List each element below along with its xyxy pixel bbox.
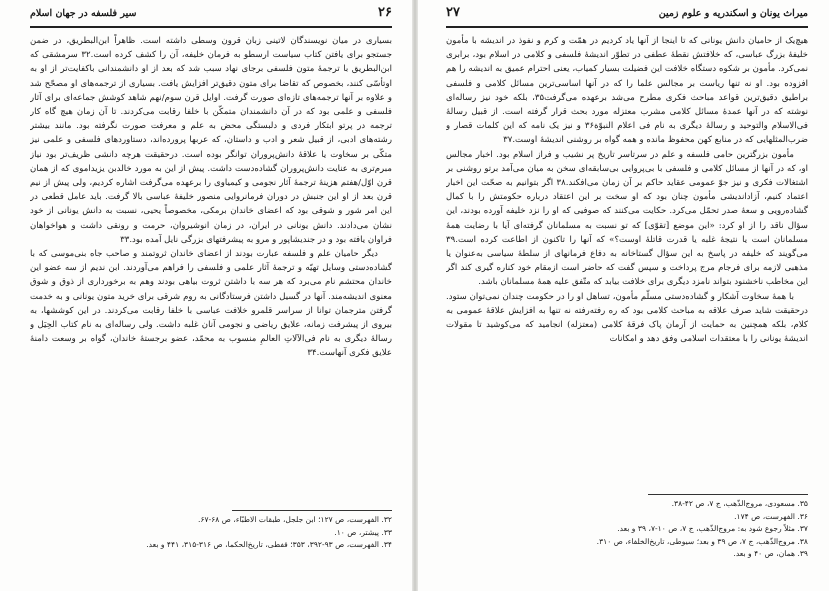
left-running-title: سیر فلسفه در جهان اسلام xyxy=(30,8,137,19)
left-footnotes xyxy=(30,514,392,580)
right-page-header xyxy=(446,7,808,25)
left-page-header xyxy=(30,7,392,25)
right-footnote: ۳۸. مروج‌الذّهب، ج ۷، ص ۳۹ و بعد؛ سیوطی، تاریخ‌الخلفاء، ص ۳۱۰. xyxy=(596,536,808,546)
right-footnote: ۳۷. مثلاً رجوع شود به: مروج‌الذّهب، ج ۷، ص ۱۰-۷، ۳۹ و بعد. xyxy=(617,524,808,534)
left-footnote: ۳۳. پیشتر، ص ۱۰. xyxy=(334,527,392,537)
left-page-body xyxy=(30,34,392,504)
right-page-number: ۲۷ xyxy=(446,5,460,20)
right-footnote: ۳۹. همان، ص ۴۰ و بعد. xyxy=(733,549,808,559)
right-page xyxy=(418,0,829,591)
right-footnote: ۳۶. الفهرست، ص ۱۷۴. xyxy=(734,511,808,521)
right-page-body xyxy=(446,34,808,488)
right-header-rule xyxy=(446,26,808,28)
right-running-title: میراث یونان و اسکندریه و علوم زمین xyxy=(658,8,808,19)
left-footnote: ۳۴. الفهرست، ص ۹۳-۳۹۲، ۳۵۳؛ قفطی، تاریخ‌الحکما، ص ۳۱۶-۳۱۵، ۴۴۱ و بعد. xyxy=(146,540,392,550)
right-footnotes xyxy=(446,498,808,582)
right-footnote-rule xyxy=(648,494,808,495)
right-paragraph-2: مأمون بزرگترین حامی فلسفه و علم در سرتاسر تاریخ پر نشیب و فراز اسلام بود. اخبار مجالس او، که در آنها از مسائل کلامی و فلسفی با بی‌پروایی بی‌سابقه‌ای سخن به میان می‌آمد برتو روشنی بر اشتغالات فکری و نیز جوّ عمومی عقاید حاکم بر آن زمان می‌افکند.۳۸ اگر بتوانیم به صحّت این اخبار اعتماد کنیم، آزاداندیشی مأمون چنان بود که او سخت بر این اعتقاد درباره حکومتش را با کمال گشاده‌رویی و سعهٔ صدر تحمّل می‌کرد. حکایت می‌کنند که صوفیی که او را نزد خلیفه آورده بودند، این سؤال ناقد را از او کرد: «این موضع [تقوّی] که تو نسبت به مسلمانان گرفته‌ای آیا با رضایت همهٔ مسلمانان است یا نتیجهٔ غلبه یا قدرت قاتلهٔ اوست؟» که آنها را تاکنون از اطاعت کرده است.۳۹ می‌گویند که خلیفه در پاسخ به این سؤال گستاخانه به دفاع فرمانهای از سلطهٔ سیاسی به‌عنوان یا مذهبی لازمه برای فرجام مرج پرداخت و سپس گفت که حاضر است ازمقام خود کناره گیری کند اگر این مخاطب ناخشنود بتواند نامزد دیگری برای خلافت بیابد که متّفق علیه همهٔ مسلمانان باشد. xyxy=(446,149,808,288)
left-page xyxy=(0,0,412,591)
right-paragraph-3: با همهٔ سخاوت آشکار و گشاده‌دستی مسلّم مأمون، تساهل او را در حکومت چندان نمی‌توان ستود. درحقیقت شاید صرف علاقه به مباحث کلامی بود که ره رفته‌رفته نه تنها به افزایش علاقهٔ عمومی به کلام، بلکه همچنین به حمایت از آرمان پاک فرقهٔ کلامی (معتزله) انجامید که می‌کوشید تا مقولات اندیشهٔ یونانی را با معتقدات اسلامی وفق دهد و امکانات xyxy=(446,291,808,345)
left-paragraph-2: دیگر حامیان علم و فلسفه عبارت بودند از اعضای خاندان ثروتمند و صاحب جاه بنی‌موسی که با گشاده‌دستی وسایل تهیّه و ترجمهٔ آثار علمی و فلسفی را فراهم می‌آوردند. ابن ندیم از سه عضو این خاندان محتشم نام می‌برد که هر سه با داشتن ثروت بیاهی بودند وهم به برخورداری از ذوق و شوق معنوی اندیشه‌مند. آنها در گسیل داشتن فرستادگانی به روم شرقی برای خرید متون یونانی و به خدمت گرفتن مترجمان توانا از سراسر قلمرو خلافت عباسی با خلفا رقابت می‌کردند. در این کوششها، به بیروی از پیشرفت زمانه، علایق ریاضی و نجومی آنان غلبه داشت. ولی رساله‌ای به نام کتاب الحِیَل و رسالهٔ دیگری به نام فی‌الآلاتِ العالمِ منسوب به محمّد، عضو برجستهٔ خاندان، گواه بر وسعت دامنهٔ علایق فکری آنهاست.۳۴ xyxy=(30,249,392,359)
left-header-rule xyxy=(30,26,392,28)
left-page-number: ۲۶ xyxy=(378,5,392,20)
right-paragraph-1: هیچ‌یک از حامیان دانش یونانی که تا اینجا از آنها یاد کردیم در همّت و کرم و نفوذ در اندیشه با مأمون خلیفهٔ بزرگ عباسی، که خلافتش نقطهٔ عطفی در تطوّر اندیشهٔ فلسفی و کلامی در اسلام بود، برابری نمی‌کرد. مأمون بر شکوه دستگاه خلافت این فضیلت بسیار کمیاب، یعنی احترام عمیق به اندیشه را هم افزوده بود. او نه تنها ریاست بر مجالس علما را که در آنها اساسی‌ترین مسائل کلامی و فلسفی براطیق دقیق‌ترین قواعد مباحث فکری مطرح می‌شد برعهده می‌گرفت۳۵، بلکه خود نیز رساله‌ای نوشته که در آنها عمدهٔ مسائل کلامی مشرب معتزله مورد بحث قرار گرفته است. از قبیل رسالهٔ فی‌الاسلام والتوحید و رسالهٔ دیگری به نام فی اعلام النبوّة۳۶ و نیز یک نامه که این کلمات قصار و ضرب‌المثلهایی که در منابع کهن محفوظ مانده و همه گواه بر روشنی اندیشهٔ اوست.۳۷ xyxy=(446,36,808,146)
left-footnote: ۳۲. الفهرست، ص ۱۲۷؛ ابن جلجل، طبقات الاطبّاء، ص ۶۸-۶۷. xyxy=(198,515,392,524)
left-footnote-rule xyxy=(232,510,392,511)
left-paragraph-1: بسیاری در میان نویسندگان لاتینی زبان قرون وسطی داشته است. ظاهراً ابن‌البطریق، در ضمن جستجو برای یافتن کتاب سیاست ارسطو به فرمان خلیفه، آن را کشف کرده است.۳۲ سرمشقی که ابن‌البطریق با ترجمهٔ متون فلسفی برجای نهاد سبب شد که بعد از او دانشمندانی باکفایت‌تر از او به اوتأسّی کنند، بخصوص که تقاضا برای متون دقیق‌تر افزایش یافت. بسیاری از ترجمه‌های او مصحّح شد و علاوه بر آنها ترجمه‌های تازه‌ای صورت گرفت. اوایل قرن سوم/نهم شاهد کوشش جماعه‌ای برای آثار فلسفی و علمی بود که در آن دانشمندان متمکّن با خلفا رقابت می‌کردند. تا آن زمان هیچ گاه کار ترجمه در پرتو ابتکار فردی و دلبستگی محض به علم و معرفت صورت نگرفته بود. مانند بیشتر رشته‌های ادبی، از قبیل شعر و ادب و داستان، که عربها پرورده‌اند، دستاوردهای فلسفی و علمی نیز متکّی بر سخاوت یا علاقهٔ دانش‌پروران توانگر بوده است. درحقیقت هرچه دانشی ظریف‌تر بود نیاز مبرم‌تری به عنایت دانش‌پروران گشاده‌دست داشت. پیش از این به مورد خالدبن یزیداموی که از همان قرن اوّل/هفتم هزینهٔ ترجمهٔ آثار نجومی و کیمیاوی را برعهده می‌گرفت اشاره کردیم، ولی پیش از نیم قرن بعد از او این جنبش در دوران فرمانروایی منصور خلیفهٔ عباسی بالا گرفت. باید عامل قطعی در این امر شور و شوقی بود که اعضای خاندان برمکی، مخصوصاً یحیی، نسبت به دانش یونانی از خود نشان می‌دادند. دانش یونانی در ایران، در زمان انوشیروان، حرمت و رونقی داشت و هواخواهان فراوان یافته بود و در جندیشاپور و مرو به پیشرفتهای بزرگی نایل آمده بود.۳۳ xyxy=(30,36,392,245)
right-footnote: ۳۵. مسعودی، مروج‌الذّهب، ج ۷، ص ۴۲-۳۸. xyxy=(671,499,808,508)
